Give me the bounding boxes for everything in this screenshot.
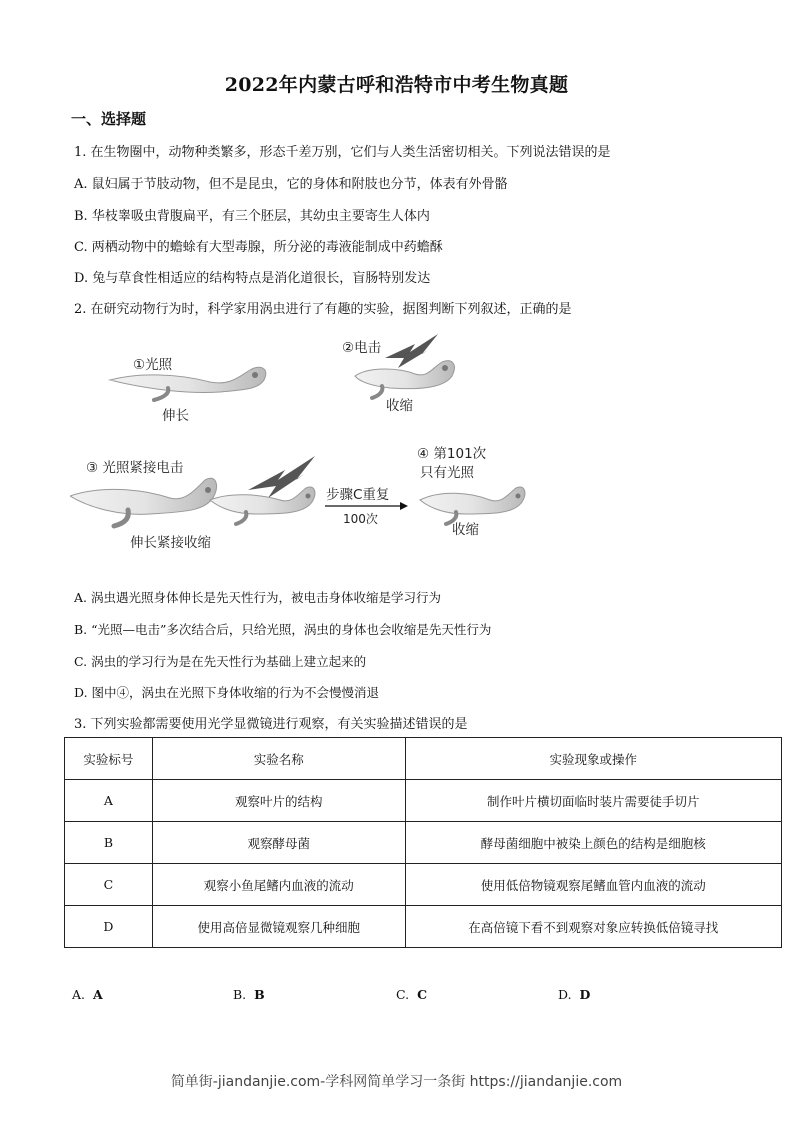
arrow-bottom-label: 100次 [343,512,378,526]
question-2-option-b: B. “光照—电击”多次结合后，只给光照，涡虫的身体也会收缩是先天性行为 [74,622,492,637]
table-row [65,822,782,864]
question-3-stem: 3. 下列实验都需要使用光学显微镜进行观察，有关实验描述错误的是 [74,717,468,732]
table-cell: 观察叶片的结构 [152,780,405,822]
table-header-cell: 实验名称 [152,738,405,780]
question-2-option-a: A. 涡虫遇光照身体伸长是先天性行为，被电击身体收缩是学习行为 [74,590,441,605]
step1-result: 伸长 [162,408,189,424]
table-header-cell: 实验现象或操作 [405,738,781,780]
question-1-option-d: D. 兔与草食性相适应的结构特点是消化道很长，盲肠特别发达 [74,271,431,286]
section-heading: 一、选择题 [71,110,147,128]
question-1-option-c: C. 两栖动物中的蟾蜍有大型毒腺，所分泌的毒液能制成中药蟾酥 [74,240,443,255]
table-header-cell: 实验标号 [65,738,153,780]
table-cell: 在高倍镜下看不到观察对象应转换低倍镜寻找 [405,906,781,948]
step1-label: ①光照 [133,357,173,373]
table-cell: B [65,822,153,864]
answer-value: A [93,987,103,1002]
table-header-row [65,738,782,780]
arrow-icon [325,502,408,510]
table-cell: 使用低倍物镜观察尾鳍血管内血液的流动 [405,864,781,906]
step4-label-line2: 只有光照 [420,465,474,481]
table-cell: A [65,780,153,822]
planarian-experiment-figure [70,328,540,568]
table-cell: D [65,906,153,948]
answer-letter: A. [72,987,86,1002]
table-cell: 制作叶片横切面临时装片需要徒手切片 [405,780,781,822]
question-2-stem: 2. 在研究动物行为时，科学家用涡虫进行了有趣的实验，据图判断下列叙述，正确的是 [74,302,572,317]
question-2-option-d: D. 图中④，涡虫在光照下身体收缩的行为不会慢慢消退 [74,685,380,700]
arrow-top-label: 步骤C重复 [326,487,390,503]
table-row [65,864,782,906]
worm-contracted-icon [210,487,315,524]
answer-letter: B. [233,987,247,1002]
answer-letter: C. [396,987,410,1002]
table-cell: 观察酵母菌 [152,822,405,864]
step4-label-line1: ④ 第101次 [417,446,487,462]
table-cell: 观察小鱼尾鳍内血液的流动 [152,864,405,906]
step3-label: ③ 光照紧接电击 [86,460,184,476]
footer-watermark: 简单街-jiandanjie.com-学科网简单学习一条街 https://jiandanjie.com [170,1074,623,1090]
step3-result: 伸长紧接收缩 [130,535,211,551]
worm-stretched-icon [70,478,217,526]
question-1-stem: 1. 在生物圈中，动物种类繁多，形态千差万别，它们与人类生活密切相关。下列说法错误的是 [74,145,611,160]
worm-contracted-icon [355,361,454,398]
step2-label: ②电击 [342,340,382,356]
answer-option-b [233,987,265,1002]
page-title: 2022年内蒙古呼和浩特市中考生物真题 [224,74,569,96]
lightning-icon [385,334,438,368]
table-row [65,780,782,822]
step2-result: 收缩 [386,398,413,414]
answer-option-c [396,987,427,1002]
question-1-option-a: A. 鼠妇属于节肢动物，但不是昆虫，它的身体和附肢也分节，体表有外骨骼 [74,177,508,192]
table-cell: 使用高倍显微镜观察几种细胞 [152,906,405,948]
table-cell: 酵母菌细胞中被染上颜色的结构是细胞核 [405,822,781,864]
answer-value: B [254,987,265,1002]
question-1-option-b: B. 华枝睾吸虫背腹扁平，有三个胚层，其幼虫主要寄生人体内 [74,209,430,224]
step4-result: 收缩 [452,522,479,538]
answer-value: C [417,987,428,1002]
answer-option-a [72,987,103,1002]
answer-letter: D. [558,987,572,1002]
table-cell: C [65,864,153,906]
question-2-option-c: C. 涡虫的学习行为是在先天性行为基础上建立起来的 [74,654,367,669]
answer-option-d [558,987,590,1002]
table-row [65,906,782,948]
experiment-table [64,737,782,948]
answer-value: D [579,987,591,1002]
